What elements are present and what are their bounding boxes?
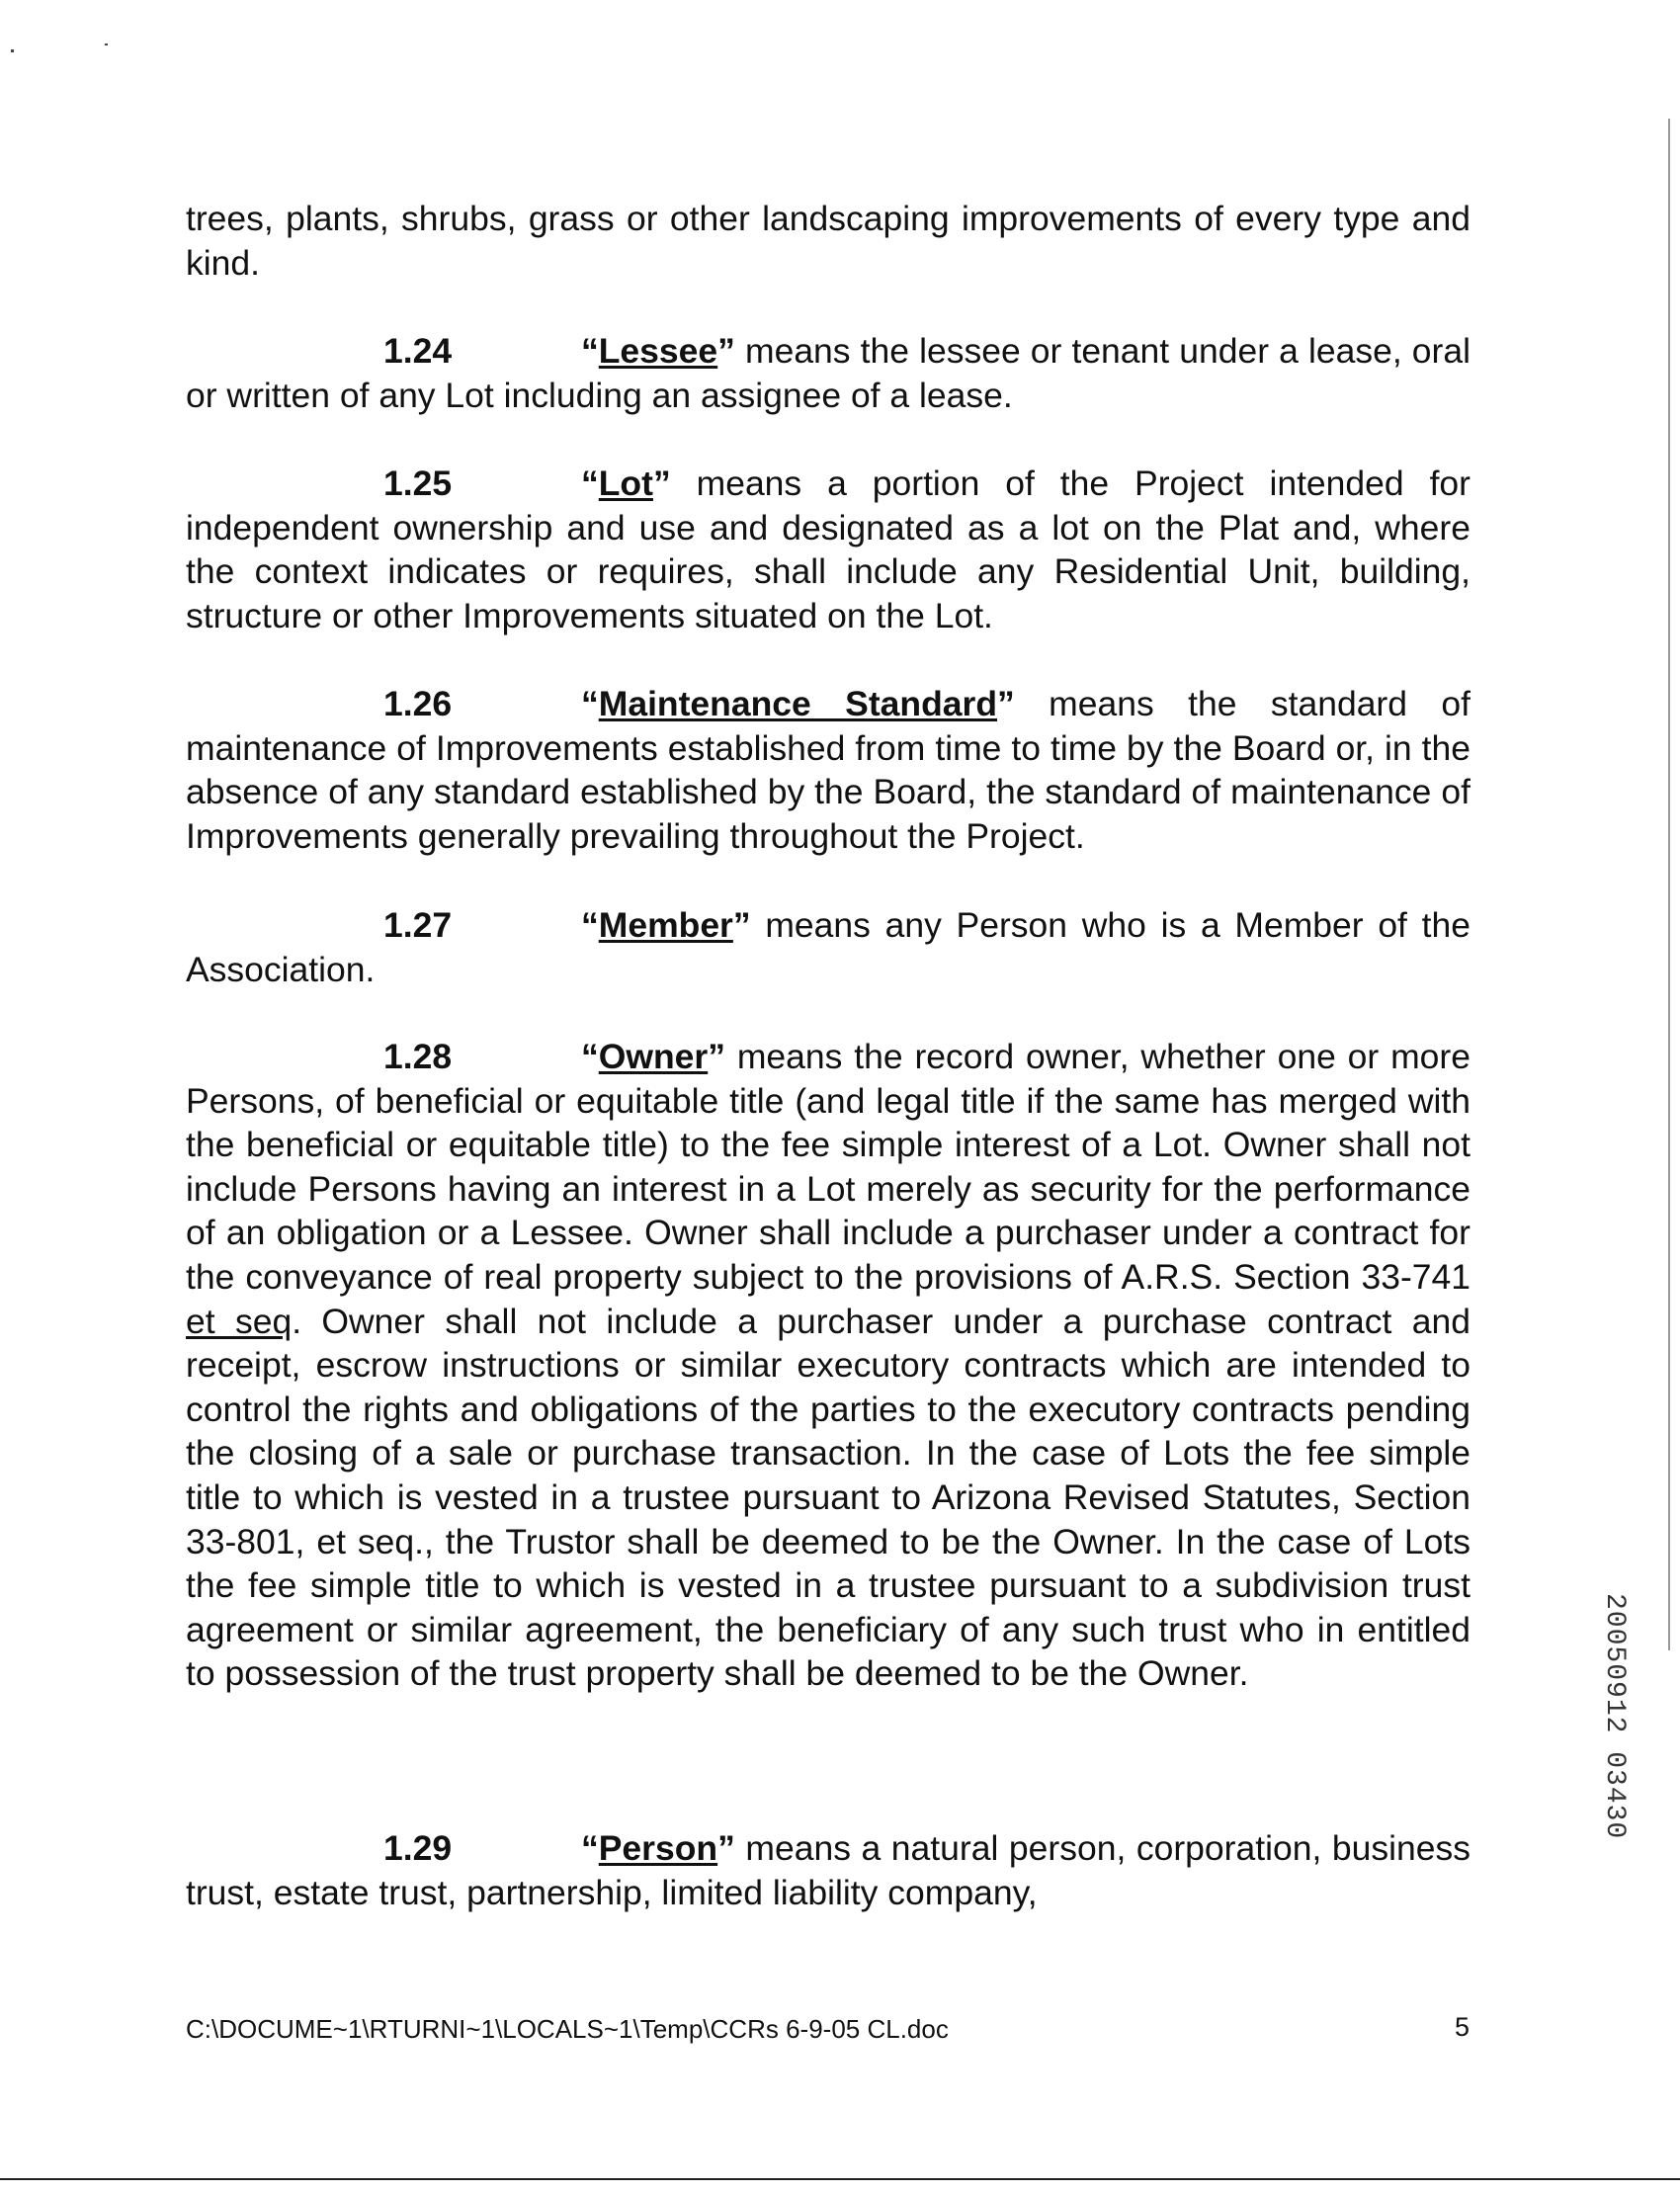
- definition-1-28: [186, 1035, 1470, 1696]
- recording-number-stamp: 20050912 03430: [1599, 1593, 1630, 1840]
- definition-text: means a natural person, corporation, business trust, estate trust, partnership, limited liability company,: [186, 1828, 1470, 1912]
- definition-text: means the lessee or tenant under a lease, oral or written of any Lot including an assignee of a lease.: [186, 331, 1470, 415]
- definition-text: means the standard of maintenance of Improvements established from time to time by the Board or, in the absence of any standard established by the Board, the standard of maintenance of Improvements generally prevailing throughout the Project.: [186, 684, 1470, 856]
- section-number: 1.27: [383, 905, 453, 945]
- page-number: 5: [1455, 2012, 1470, 2042]
- continuation-paragraph: trees, plants, shrubs, grass or other landscaping improvements of every type and kind.: [186, 199, 1470, 283]
- definition-1-25: [186, 462, 1470, 637]
- definition-text: means a portion of the Project intended for independent ownership and use and designated as a lot on the Plat and, where the context indicates or requires, shall include any Residential Unit, building, structure or other Improvements situated on the Lot.: [186, 464, 1470, 635]
- defined-term: “Owner”: [581, 1037, 725, 1076]
- definition-1-26: [186, 682, 1470, 858]
- defined-term: “Lot”: [581, 464, 671, 503]
- section-number: 1.28: [383, 1037, 453, 1076]
- et-seq-underlined: et seq: [186, 1301, 293, 1341]
- defined-term: “Maintenance Standard”: [581, 684, 1015, 723]
- scan-speck: [11, 49, 14, 52]
- definition-1-27: [186, 903, 1470, 991]
- scan-speck: [105, 43, 108, 45]
- definition-text: means any Person who is a Member of the Association.: [186, 905, 1470, 989]
- section-number: 1.26: [383, 684, 453, 723]
- definition-1-29: [186, 1826, 1470, 1914]
- scan-bottom-line: [0, 2178, 1680, 2180]
- section-number: 1.29: [383, 1828, 453, 1868]
- section-number: 1.25: [383, 464, 453, 503]
- definition-text-continued: . Owner shall not include a purchaser under a purchase contract and receipt, escrow instructions or similar executory contracts which are intended to control the rights and obligations of the parties to the executory contracts pending the closing of a sale or purchase transaction. In the case of Lots the fee simple title to which is vested in a trustee pursuant to Arizona Revised Statutes, Section 33-801, et seq., the Trustor shall be deemed to be the Owner. In the case of Lots the fee simple title to which is vested in a trustee pursuant to a subdivision trust agreement or similar agreement, the beneficiary of any such trust who in entitled to possession of the trust property shall be deemed to be the Owner.: [186, 1301, 1470, 1694]
- defined-term: “Person”: [581, 1828, 735, 1868]
- section-number: 1.24: [383, 331, 453, 371]
- scan-edge-line: [1668, 119, 1670, 1650]
- defined-term: “Lessee”: [581, 331, 735, 371]
- defined-term: “Member”: [581, 905, 751, 945]
- footer-file-path: C:\DOCUME~1\RTURNI~1\LOCALS~1\Temp\CCRs 6-9-05 CL.doc: [186, 2014, 949, 2044]
- definition-1-24: [186, 329, 1470, 417]
- definition-text: means the record owner, whether one or more Persons, of beneficial or equitable title (and legal title if the same has merged with the beneficial or equitable title) to the fee simple interest of a Lot. Owner shall not include Persons having an interest in a Lot merely as security for the performance of an obligation or a Lessee. Owner shall include a purchaser under a contract for the conveyance of real property subject to the provisions of A.R.S. Section 33-741: [186, 1037, 1470, 1297]
